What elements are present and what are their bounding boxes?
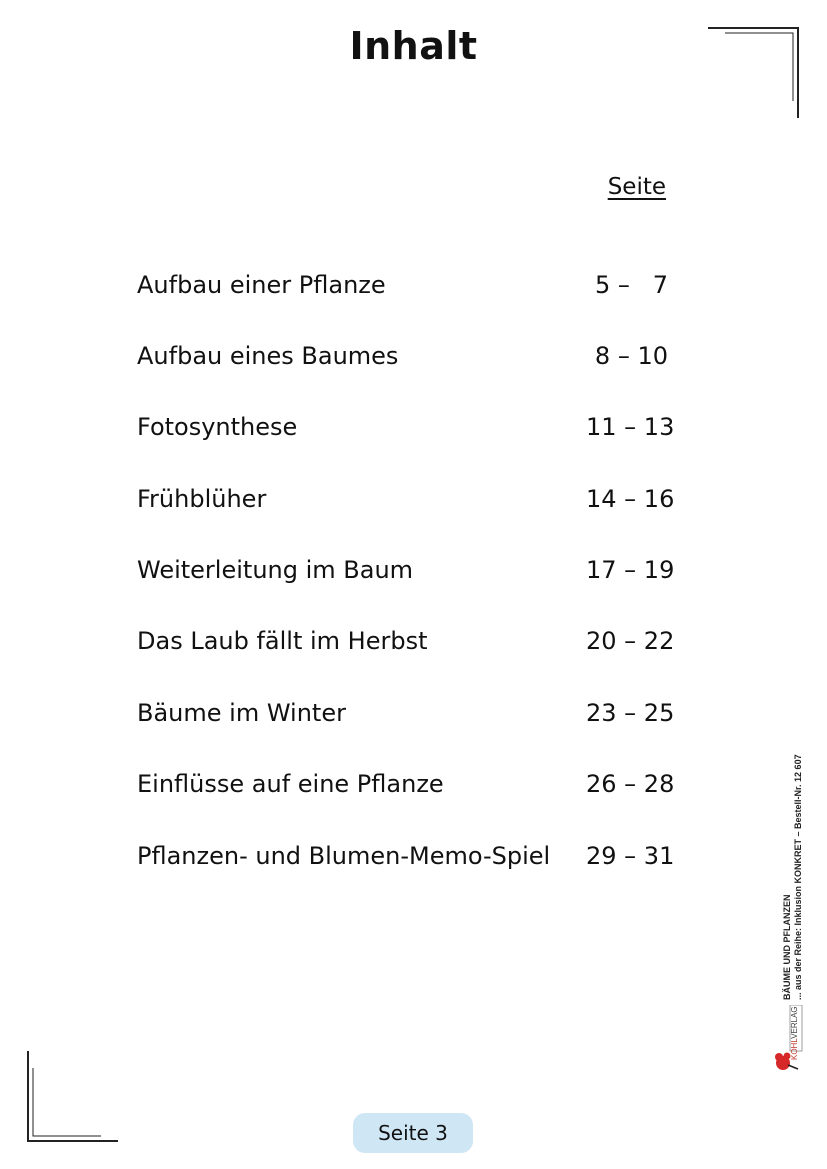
toc-entry-pages: 17 – 19: [586, 556, 675, 584]
page-column-header: Seite: [607, 174, 666, 200]
toc-entry-title: Aufbau einer Pflanze: [137, 271, 386, 299]
toc-entry-pages: 20 – 22: [586, 627, 675, 655]
page-number-badge: Seite 3: [353, 1113, 473, 1153]
toc-entry-title: Pflanzen- und Blumen-Memo-Spiel: [137, 842, 551, 870]
page-title: Inhalt: [349, 24, 478, 68]
toc-entry[interactable]: [0, 699, 827, 735]
toc-entry-pages: 23 – 25: [586, 699, 675, 727]
toc-entry[interactable]: [0, 627, 827, 663]
toc-entry-pages: 11 – 13: [586, 413, 675, 441]
toc-entry[interactable]: [0, 485, 827, 521]
sidebar-series-info: [782, 710, 804, 1000]
sidebar-title: BÄUME UND PFLANZEN: [782, 894, 792, 1000]
toc-entry[interactable]: [0, 413, 827, 449]
toc-entry-title: Einflüsse auf eine Pflanze: [137, 770, 444, 798]
sidebar-series-order: ... aus der Reihe: Inklusion KONKRET – Bestell-Nr. 12 607: [793, 754, 803, 1000]
toc-entry-title: Das Laub fällt im Herbst: [137, 627, 428, 655]
publisher-brand: KOHL: [790, 1038, 799, 1060]
toc-entry-title: Frühblüher: [137, 485, 267, 513]
toc-entry-pages: 8 – 10: [594, 342, 668, 370]
toc-entry[interactable]: [0, 770, 827, 806]
toc-entry-pages: 26 – 28: [586, 770, 675, 798]
toc-entry[interactable]: [0, 271, 827, 307]
toc-entry-title: Fotosynthese: [137, 413, 298, 441]
publisher-suffix: VERLAG: [790, 1006, 799, 1039]
toc-entry[interactable]: [0, 556, 827, 592]
toc-entry-title: Weiterleitung im Baum: [137, 556, 414, 584]
toc-entry[interactable]: [0, 342, 827, 378]
toc-entry[interactable]: [0, 842, 827, 878]
toc-entry-title: Aufbau eines Baumes: [137, 342, 399, 370]
toc-entry-pages: 29 – 31: [586, 842, 675, 870]
toc-entry-pages: 5 – 7: [594, 271, 668, 299]
publisher-label: [790, 1006, 799, 1060]
toc-entry-title: Bäume im Winter: [137, 699, 346, 727]
toc-entry-pages: 14 – 16: [586, 485, 675, 513]
